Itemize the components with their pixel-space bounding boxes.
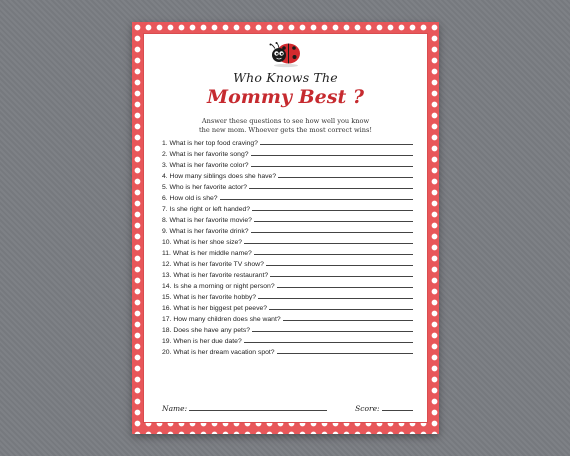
- question-row[interactable]: [162, 136, 413, 147]
- question-row[interactable]: [162, 147, 413, 158]
- answer-line: [251, 166, 413, 167]
- answer-line: [251, 155, 413, 156]
- game-card: [132, 22, 439, 434]
- card-footer: [162, 404, 413, 413]
- question-row[interactable]: [162, 301, 413, 312]
- answer-line: [254, 254, 413, 255]
- question-row[interactable]: [162, 235, 413, 246]
- answer-line: [277, 353, 413, 354]
- question-label: 11. What is her middle name?: [162, 250, 252, 257]
- question-label: 8. What is her favorite movie?: [162, 217, 252, 224]
- ladybug-icon: [269, 40, 303, 68]
- question-label: 20. What is her dream vacation spot?: [162, 349, 275, 356]
- answer-line: [249, 188, 413, 189]
- answer-line: [258, 298, 413, 299]
- question-row[interactable]: [162, 169, 413, 180]
- score-label: Score:: [355, 404, 380, 413]
- question-row[interactable]: [162, 246, 413, 257]
- answer-line: [251, 232, 413, 233]
- question-row[interactable]: [162, 213, 413, 224]
- answer-line: [260, 144, 413, 145]
- instructions: [158, 117, 413, 134]
- question-row[interactable]: [162, 323, 413, 334]
- question-row[interactable]: [162, 158, 413, 169]
- question-row[interactable]: [162, 224, 413, 235]
- question-label: 9. What is her favorite drink?: [162, 228, 249, 235]
- question-label: 14. Is she a morning or night person?: [162, 283, 275, 290]
- question-label: 2. What is her favorite song?: [162, 151, 249, 158]
- answer-line: [244, 243, 413, 244]
- question-row[interactable]: [162, 334, 413, 345]
- question-row[interactable]: [162, 180, 413, 191]
- answer-line: [244, 342, 413, 343]
- question-label: 4. How many siblings does she have?: [162, 173, 277, 180]
- question-label: 13. What is her favorite restaurant?: [162, 272, 269, 279]
- question-label: 19. When is her due date?: [162, 338, 242, 345]
- title-line-1: Who Knows The: [233, 70, 338, 85]
- question-label: 16. What is her biggest pet peeve?: [162, 305, 268, 312]
- question-row[interactable]: [162, 290, 413, 301]
- question-row[interactable]: [162, 268, 413, 279]
- question-label: 15. What is her favorite hobby?: [162, 294, 257, 301]
- question-row[interactable]: [162, 345, 413, 356]
- answer-line: [269, 309, 413, 310]
- question-list: [162, 136, 413, 356]
- answer-line: [270, 276, 413, 277]
- answer-line: [254, 221, 413, 222]
- answer-line: [266, 265, 413, 266]
- name-line[interactable]: [189, 410, 327, 411]
- answer-line: [278, 177, 413, 178]
- card-content: [144, 34, 427, 422]
- instructions-line-2: the new mom. Whoever gets the most correct wins!: [198, 125, 373, 134]
- name-label: Name:: [162, 404, 188, 413]
- score-line[interactable]: [382, 410, 413, 411]
- question-row[interactable]: [162, 202, 413, 213]
- answer-line: [277, 287, 413, 288]
- question-label: 3. What is her favorite color?: [162, 162, 249, 169]
- answer-line: [220, 199, 413, 200]
- question-row[interactable]: [162, 279, 413, 290]
- answer-line: [283, 320, 413, 321]
- question-label: 1. What is her top food craving?: [162, 140, 258, 147]
- answer-line: [252, 210, 413, 211]
- question-row[interactable]: [162, 312, 413, 323]
- title-line-2: Mommy Best ?: [207, 86, 364, 108]
- question-label: 7. Is she right or left handed?: [162, 206, 251, 213]
- question-label: 6. How old is she?: [162, 195, 218, 202]
- question-label: 12. What is her favorite TV show?: [162, 261, 264, 268]
- question-row[interactable]: [162, 191, 413, 202]
- question-label: 17. How many children does she want?: [162, 316, 281, 323]
- question-label: 5. Who is her favorite actor?: [162, 184, 247, 191]
- question-label: 10. What is her shoe size?: [162, 239, 243, 246]
- question-label: 18. Does she have any pets?: [162, 327, 251, 334]
- answer-line: [252, 331, 413, 332]
- instructions-line-1: Answer these questions to see how well you know: [201, 117, 370, 125]
- question-row[interactable]: [162, 257, 413, 268]
